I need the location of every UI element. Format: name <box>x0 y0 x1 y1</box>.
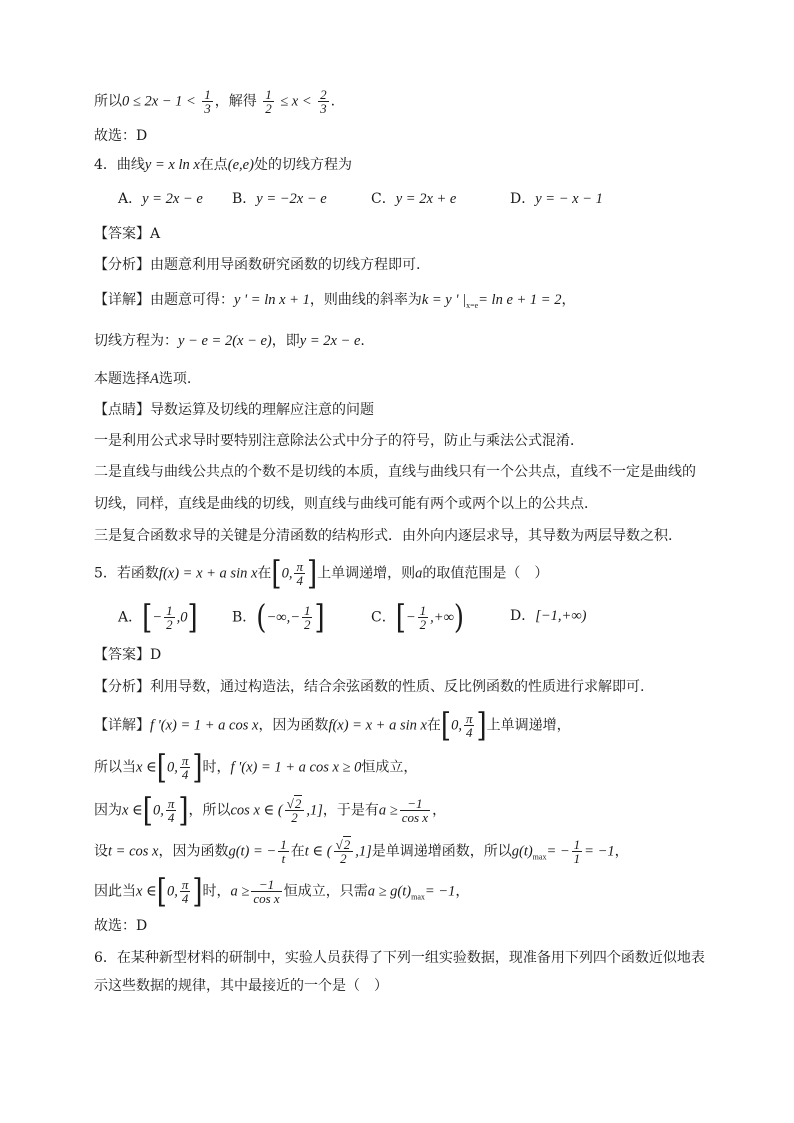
q5-stem: 5．若函数f(x) = x + a sin x在[0, $\frac{\pi}{4}$ ]上单调递增，则a的取值范围是（ ） <box>94 554 549 593</box>
q5-detail-5: 因此当x ∈[0, $\frac{\pi}{4}$ ]时，a ≥ $\frac{-1}{\text{cos x}}$ 恒成立，只需$a \ge g(t)_{max}= -1$， <box>94 872 470 911</box>
q4-detail-2: 切线方程为：y − e = 2(x − e)，即y = 2x − e. <box>94 333 365 349</box>
q4-answer: 【答案】A <box>94 226 161 242</box>
q4-analysis: 【分析】由题意利用导函数研究函数的切线方程即可. <box>94 257 421 273</box>
q4-note-heading: 【点睛】导数运算及切线的理解应注意的问题 <box>94 402 374 418</box>
q4-option-c: C．y = 2x + e <box>371 191 457 207</box>
q4-note-2a: 二是直线与曲线公共点的个数不是切线的本质，直线与曲线只有一个公共点，直线不一定是曲线的 <box>94 464 696 480</box>
q4-note-2b: 切线，同样，直线是曲线的切线，则直线与曲线可能有两个或两个以上的公共点． <box>94 496 598 512</box>
q4-detail-3: 本题选择A选项. <box>94 371 192 387</box>
q5-option-b: B．(−∞,− $\frac{1}{2}$ ] <box>232 598 325 637</box>
q5-detail-3: 因为x ∈[0, $\frac{\pi}{4}$ ]，所以cos x ∈ ( $\frac{√2}{2}$ ,1]，于是有a ≥ $\frac{-1}{\text{cos x}}$ ， <box>94 791 447 830</box>
q5-option-d: D．[−1,+∞) <box>510 608 587 624</box>
q4-detail-1: 【详解】由题意可得：y ' = ln x + 1，则曲线的斜率为k = y ' $|_{x=e}= \ln e + 1 = 2$， <box>94 292 576 310</box>
q4-note-3: 三是复合函数求导的关键是分清函数的结构形式．由外向内逐层求导，其导数为两层导数之积. <box>94 528 673 544</box>
q5-analysis: 【分析】利用导数，通过构造法，结合余弦函数的性质、反比例函数的性质进行求解即可. <box>94 679 645 695</box>
q5-detail-4: 设t = cos x，因为函数g(t) = − $\frac{1}{t}$ 在t ∈ ( $\frac{√2}{2}$ ,1]是单调递增函数，所以$g(t)_{max}=$ − $\frac{1}{1}$ = −1， <box>94 837 629 866</box>
q6-stem-2: 示这些数据的规律，其中最接近的一个是（ ） <box>94 978 388 994</box>
q5-option-c: C．[− $\frac{1}{2}$ ,+∞) <box>371 598 465 637</box>
q4-stem: 4．曲线y = x ln x在点(e,e)处的切线方程为 <box>94 157 352 173</box>
choose-line-2: 故选：D <box>94 918 148 934</box>
choose-line-1: 故选：D <box>94 128 148 144</box>
q5-detail-2: 所以当x ∈[0, $\frac{\pi}{4}$ ]时，f '(x) = 1 + a cos x ≥ 0恒成立， <box>94 748 418 787</box>
q4-note-1: 一是利用公式求导时要特别注意除法公式中分子的符号，防止与乘法公式混淆． <box>94 433 584 449</box>
q5-option-a: A．[− $\frac{1}{2}$ ,0] <box>118 598 198 637</box>
q4-option-a: A．y = 2x − e <box>118 191 203 207</box>
q5-detail-1: 【详解】f '(x) = 1 + a cos x，因为函数f(x) = x + a sin x在[0, $\frac{\pi}{4}$ ]上单调递增， <box>94 706 571 745</box>
q6-stem-1: 6．在某种新型材料的研制中，实验人员获得了下列一组实验数据，现准备用下列四个函数近似地表 <box>94 950 705 966</box>
q5-answer: 【答案】D <box>94 647 162 663</box>
q4-option-d: D．y = − x − 1 <box>510 191 603 207</box>
text-line-1: 所以0 ≤ 2x − 1 < $\frac{1}{3}$ ，解得 $\frac{1}{2}$ ≤ x < $\frac{2}{3}$ . <box>94 87 336 116</box>
q4-option-b: B．y = −2x − e <box>232 191 327 207</box>
